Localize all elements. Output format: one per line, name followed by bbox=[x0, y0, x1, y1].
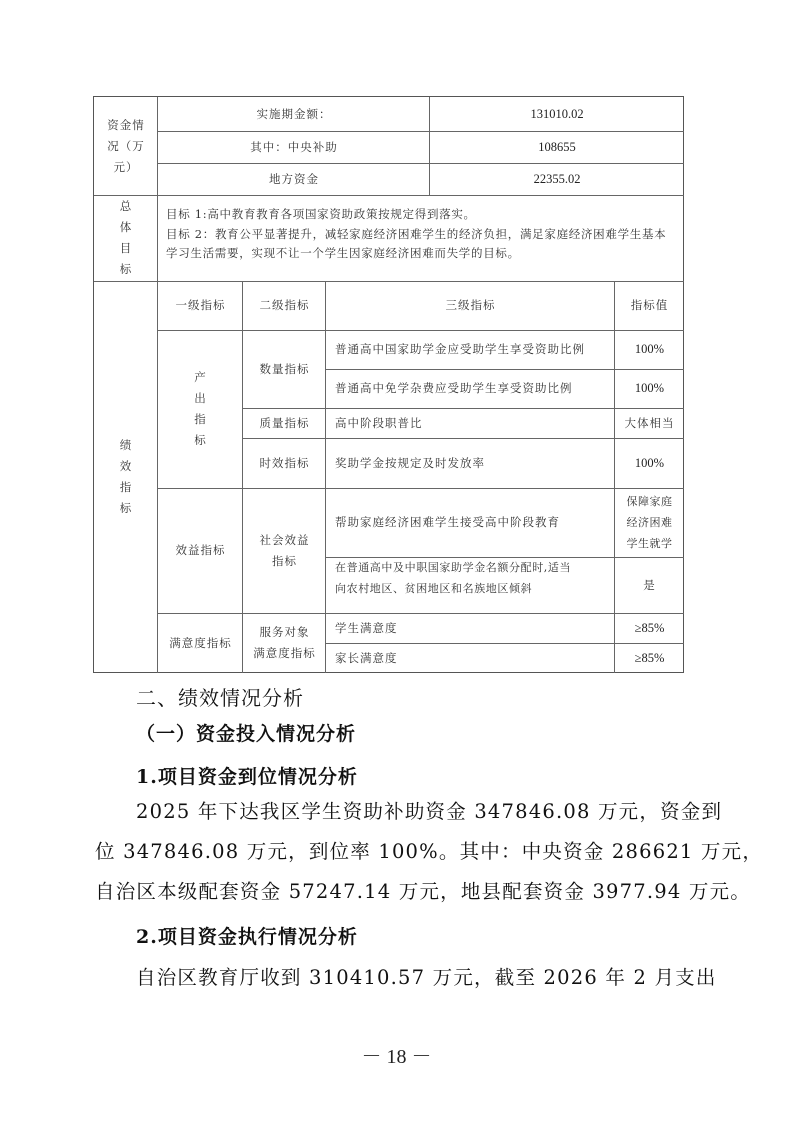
header-line: 满意度指标 bbox=[253, 646, 316, 660]
goals-row-header bbox=[94, 195, 158, 281]
value-line: 学生就学 bbox=[626, 537, 673, 550]
indicator-row: 学生满意度 bbox=[335, 620, 398, 635]
level2-service bbox=[243, 613, 326, 673]
paragraph-line: 位 347846.08 万元，到位率 100%。其中：中央资金 286621 万元， bbox=[95, 840, 764, 863]
paragraph-line: 自治区本级配套资金 57247.14 万元，地县配套资金 3977.94 万元。 bbox=[95, 880, 751, 903]
item-heading: 2.项目资金执行情况分析 bbox=[136, 926, 358, 948]
indicator-value: ≥85% bbox=[634, 650, 665, 665]
header-line: 目 bbox=[119, 241, 133, 255]
item-heading: 1.项目资金到位情况分析 bbox=[136, 766, 358, 788]
indicator-row: 高中阶段职普比 bbox=[335, 415, 423, 430]
header-line: 服务对象 bbox=[259, 625, 310, 639]
indicator-row: 普通高中免学杂费应受助学生享受资助比例 bbox=[335, 381, 573, 395]
level2-quantity: 数量指标 bbox=[259, 361, 310, 376]
value-line: 经济困难 bbox=[626, 516, 673, 529]
header-line: 指 bbox=[119, 480, 133, 494]
header-line: 体 bbox=[119, 220, 133, 234]
header-line: 资金情 bbox=[107, 117, 145, 132]
funding-value-central: 108655 bbox=[538, 139, 576, 154]
level1-output bbox=[158, 330, 243, 488]
header-line: 况（万 bbox=[107, 138, 145, 153]
level1-benefit: 效益指标 bbox=[175, 543, 226, 557]
funding-label-local: 地方资金 bbox=[269, 171, 319, 186]
header-line: 标 bbox=[119, 501, 133, 515]
indicator-value: 是 bbox=[643, 577, 656, 592]
paragraph-line: 2025 年下达我区学生资助补助资金 347846.08 万元，资金到 bbox=[136, 800, 723, 823]
level2-social bbox=[243, 488, 326, 613]
header-line: 产 bbox=[194, 370, 207, 384]
col-header-value: 指标值 bbox=[630, 298, 669, 312]
level2-timeliness: 时效指标 bbox=[259, 455, 310, 470]
indicator-row: 奖助学金按规定及时发放率 bbox=[335, 455, 485, 470]
header-line: 指标 bbox=[272, 553, 297, 568]
indicator-value: 100% bbox=[634, 342, 665, 356]
goal-1: 目标 1:高中教育教育各项国家资助政策按规定得到落实。 bbox=[166, 207, 476, 221]
value-line: 保障家庭 bbox=[626, 495, 673, 508]
page-number: － 18 － bbox=[361, 1046, 432, 1068]
header-line: 元） bbox=[113, 159, 139, 174]
performance-target-table bbox=[93, 96, 684, 673]
indicator-line: 向农村地区、贫困地区和名族地区倾斜 bbox=[335, 582, 533, 595]
indicator-row: 家长满意度 bbox=[335, 650, 398, 665]
indicator-row bbox=[326, 557, 615, 613]
indicator-value: 大体相当 bbox=[624, 415, 675, 430]
indicator-row: 帮助家庭经济困难学生接受高中阶段教育 bbox=[335, 515, 560, 529]
goals-text bbox=[166, 205, 678, 264]
performance-row-header bbox=[94, 281, 158, 673]
indicator-value: 100% bbox=[634, 455, 665, 470]
funding-label-central: 其中：中央补助 bbox=[250, 139, 338, 154]
col-header-level2: 二级指标 bbox=[259, 298, 310, 312]
row-divider bbox=[94, 195, 684, 196]
level2-quality: 质量指标 bbox=[259, 415, 310, 430]
header-line: 总 bbox=[119, 199, 133, 213]
funding-row-header bbox=[94, 97, 158, 195]
header-line: 标 bbox=[194, 433, 207, 447]
goal-2: 目标 2：教育公平显著提升，减轻家庭经济困难学生的经济负担，满足家庭经济困难学生基本学习生活需要，实现不让一个学生因家庭经济困难而失学的目标。 bbox=[166, 226, 667, 260]
section-heading: 二、绩效情况分析 bbox=[136, 686, 304, 710]
subsection-heading: （一）资金投入情况分析 bbox=[136, 723, 357, 745]
indicator-value: 100% bbox=[634, 381, 665, 395]
level1-satisfaction: 满意度指标 bbox=[169, 635, 232, 650]
indicator-row: 普通高中国家助学金应受助学生享受资助比例 bbox=[335, 342, 585, 356]
funding-label-total: 实施期金额： bbox=[256, 106, 332, 121]
indicator-value bbox=[615, 488, 684, 557]
indicator-value: ≥85% bbox=[634, 620, 665, 635]
header-line: 标 bbox=[119, 262, 133, 276]
header-line: 绩 bbox=[119, 438, 133, 452]
funding-value-local: 22355.02 bbox=[533, 171, 581, 186]
paragraph-line: 自治区教育厅收到 310410.57 万元，截至 2026 年 2 月支出 bbox=[136, 966, 717, 989]
col-header-level1: 一级指标 bbox=[175, 298, 226, 312]
indicator-line: 在普通高中及中职国家助学金名额分配时,适当 bbox=[335, 561, 572, 574]
header-line: 效 bbox=[119, 459, 133, 473]
header-line: 出 bbox=[194, 391, 207, 405]
funding-value-total: 131010.02 bbox=[530, 106, 584, 121]
col-header-level3: 三级指标 bbox=[445, 298, 496, 312]
header-line: 指 bbox=[194, 412, 207, 426]
header-line: 社会效益 bbox=[259, 532, 310, 547]
